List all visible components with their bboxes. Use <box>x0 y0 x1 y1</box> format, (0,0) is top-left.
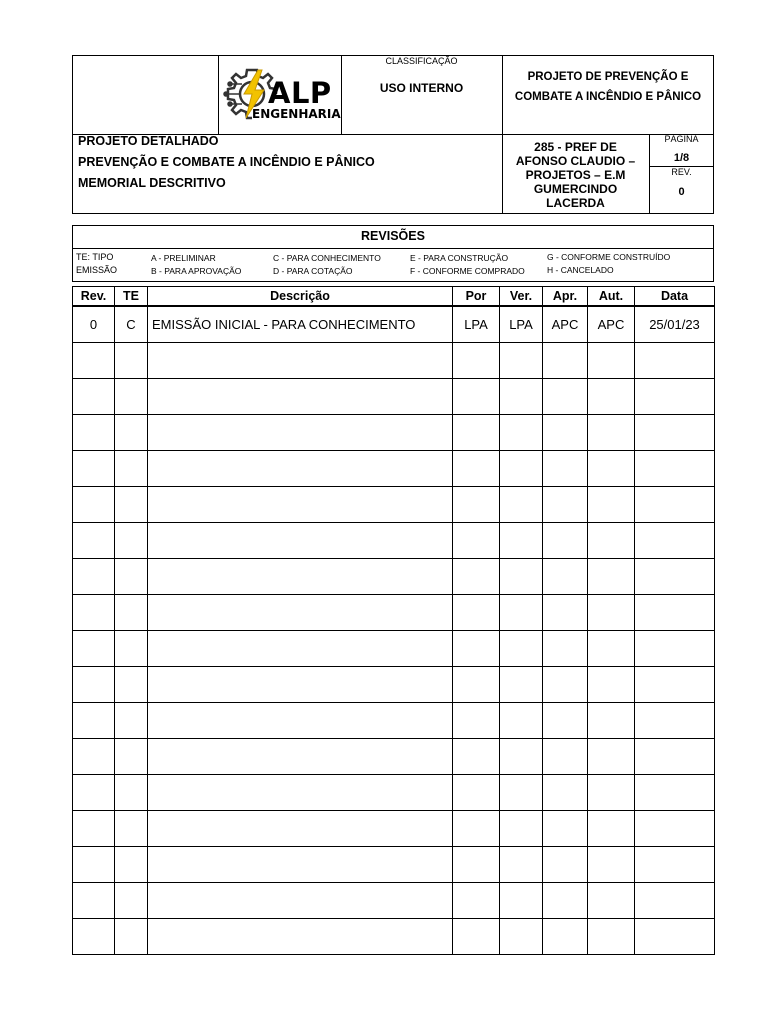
cell-te <box>115 883 148 919</box>
cell-rev <box>73 703 115 739</box>
cell-checked <box>500 559 543 595</box>
cell-checked <box>500 451 543 487</box>
table-row <box>73 667 715 703</box>
cell-checked <box>500 343 543 379</box>
client-line: 285 - PREF DE <box>534 140 617 154</box>
cell-approved <box>543 343 588 379</box>
client-line: AFONSO CLAUDIO – <box>515 154 636 168</box>
cell-te <box>115 487 148 523</box>
client-block <box>502 140 649 210</box>
cell-rev <box>73 919 115 955</box>
table-row <box>73 559 715 595</box>
cell-authorized <box>588 883 635 919</box>
cell-rev <box>73 811 115 847</box>
cell-date <box>635 415 715 451</box>
cell-rev <box>73 415 115 451</box>
logo-text-main: ALP <box>268 76 332 110</box>
legend-e: E - PARA CONSTRUÇÃO <box>410 253 509 263</box>
cell-approved <box>543 487 588 523</box>
table-header-row <box>73 287 715 307</box>
client-line: LACERDA <box>546 196 605 210</box>
cell-date <box>635 343 715 379</box>
client-line: PROJETOS – E.M <box>525 168 626 182</box>
cell-te <box>115 595 148 631</box>
table-row <box>73 487 715 523</box>
cell-by <box>453 343 500 379</box>
legend-g: G - CONFORME CONSTRUÍDO <box>547 252 671 262</box>
column-header-te: TE <box>115 287 148 307</box>
cell-authorized <box>588 487 635 523</box>
cell-te <box>115 811 148 847</box>
cell-checked <box>500 703 543 739</box>
logo-text-sub: ENGENHARIA <box>252 107 341 121</box>
cell-approved <box>543 919 588 955</box>
cell-approved <box>543 523 588 559</box>
client-line: GUMERCINDO <box>533 182 618 196</box>
cell-rev <box>73 631 115 667</box>
cell-authorized <box>588 343 635 379</box>
cell-authorized <box>588 523 635 559</box>
cell-te <box>115 919 148 955</box>
cell-checked <box>500 739 543 775</box>
table-row <box>73 343 715 379</box>
cell-rev <box>73 739 115 775</box>
table-row <box>73 415 715 451</box>
cell-rev <box>73 883 115 919</box>
cell-date <box>635 487 715 523</box>
cell-authorized <box>588 451 635 487</box>
legend-a: A - PRELIMINAR <box>151 253 216 263</box>
column-header-rev: Rev. <box>73 287 115 307</box>
cell-rev <box>73 847 115 883</box>
column-header-approved: Apr. <box>543 287 588 307</box>
revisions-table <box>72 286 715 955</box>
cell-by <box>453 811 500 847</box>
cell-date <box>635 847 715 883</box>
cell-date <box>635 883 715 919</box>
cell-by <box>453 523 500 559</box>
cell-authorized <box>588 667 635 703</box>
cell-description: EMISSÃO INICIAL - PARA CONHECIMENTO <box>148 306 453 343</box>
cell-te <box>115 847 148 883</box>
cell-description <box>148 775 453 811</box>
cell-approved <box>543 415 588 451</box>
cell-approved: APC <box>543 306 588 343</box>
page-value: 1/8 <box>673 152 690 164</box>
cell-description <box>148 523 453 559</box>
column-header-by: Por <box>453 287 500 307</box>
table-row <box>73 631 715 667</box>
cell-rev: 0 <box>73 306 115 343</box>
cell-by <box>453 487 500 523</box>
cell-te <box>115 415 148 451</box>
table-row <box>73 523 715 559</box>
cell-by <box>453 667 500 703</box>
cell-approved <box>543 775 588 811</box>
cell-rev <box>73 343 115 379</box>
legend-c: C - PARA CONHECIMENTO <box>273 253 381 263</box>
cell-description <box>148 451 453 487</box>
cell-rev <box>73 379 115 415</box>
cell-date <box>635 559 715 595</box>
cell-date <box>635 811 715 847</box>
cell-date <box>635 775 715 811</box>
cell-checked <box>500 667 543 703</box>
doc-type: PROJETO DETALHADO <box>78 134 219 148</box>
cell-description <box>148 631 453 667</box>
column-header-description: Descrição <box>148 287 453 307</box>
column-header-date: Data <box>635 287 715 307</box>
table-row <box>73 919 715 955</box>
cell-by <box>453 415 500 451</box>
cell-date <box>635 703 715 739</box>
cell-authorized <box>588 631 635 667</box>
doc-name: MEMORIAL DESCRITIVO <box>78 176 226 190</box>
cell-te <box>115 739 148 775</box>
cell-approved <box>543 667 588 703</box>
cell-by <box>453 739 500 775</box>
cell-rev <box>73 667 115 703</box>
cell-approved <box>543 595 588 631</box>
cell-authorized <box>588 739 635 775</box>
cell-te <box>115 667 148 703</box>
cell-checked <box>500 883 543 919</box>
cell-rev <box>73 559 115 595</box>
cell-checked <box>500 631 543 667</box>
table-row <box>73 775 715 811</box>
project-title-line-1: PROJETO DE PREVENÇÃO E <box>527 71 689 83</box>
cell-date <box>635 379 715 415</box>
cell-checked <box>500 523 543 559</box>
cell-te <box>115 451 148 487</box>
cell-description <box>148 595 453 631</box>
company-logo <box>222 64 341 124</box>
cell-description <box>148 919 453 955</box>
cell-checked <box>500 919 543 955</box>
table-row <box>73 703 715 739</box>
cell-checked <box>500 487 543 523</box>
cell-approved <box>543 847 588 883</box>
cell-by <box>453 559 500 595</box>
cell-description <box>148 703 453 739</box>
legend-b: B - PARA APROVAÇÃO <box>151 266 242 276</box>
doc-discipline: PREVENÇÃO E COMBATE A INCÊNDIO E PÂNICO <box>78 155 375 169</box>
legend-d: D - PARA COTAÇÃO <box>273 266 353 276</box>
rev-label: REV. <box>671 167 692 177</box>
cell-checked <box>500 811 543 847</box>
cell-rev <box>73 775 115 811</box>
cell-checked <box>500 379 543 415</box>
cell-checked <box>500 847 543 883</box>
cell-approved <box>543 739 588 775</box>
legend-h: H - CANCELADO <box>547 265 614 275</box>
cell-checked <box>500 595 543 631</box>
cell-te <box>115 775 148 811</box>
column-header-authorized: Aut. <box>588 287 635 307</box>
table-row <box>73 306 715 343</box>
cell-authorized <box>588 847 635 883</box>
cell-description <box>148 343 453 379</box>
cell-by <box>453 703 500 739</box>
cell-description <box>148 883 453 919</box>
cell-approved <box>543 379 588 415</box>
cell-by <box>453 883 500 919</box>
te-label-1: TE: TIPO <box>76 252 114 262</box>
cell-authorized <box>588 919 635 955</box>
cell-te <box>115 379 148 415</box>
cell-rev <box>73 523 115 559</box>
cell-authorized <box>588 559 635 595</box>
cell-description <box>148 811 453 847</box>
table-row <box>73 883 715 919</box>
cell-date <box>635 919 715 955</box>
cell-checked: LPA <box>500 306 543 343</box>
cell-approved <box>543 451 588 487</box>
te-label-2: EMISSÃO <box>76 265 118 275</box>
cell-by <box>453 631 500 667</box>
logo-left-divider <box>218 55 219 134</box>
cell-description <box>148 379 453 415</box>
cell-date <box>635 523 715 559</box>
cell-te <box>115 559 148 595</box>
page-label: PÁGINA <box>664 134 699 144</box>
cell-authorized <box>588 703 635 739</box>
cell-description <box>148 667 453 703</box>
cell-approved <box>543 883 588 919</box>
cell-te: C <box>115 306 148 343</box>
cell-rev <box>73 451 115 487</box>
cell-authorized <box>588 595 635 631</box>
cell-date <box>635 739 715 775</box>
cell-authorized <box>588 379 635 415</box>
cell-date: 25/01/23 <box>635 306 715 343</box>
table-row <box>73 379 715 415</box>
cell-authorized <box>588 415 635 451</box>
cell-checked <box>500 775 543 811</box>
cell-description <box>148 415 453 451</box>
cell-authorized: APC <box>588 306 635 343</box>
cell-date <box>635 631 715 667</box>
revisions-title: REVISÕES <box>361 229 425 243</box>
cell-description <box>148 487 453 523</box>
cell-by <box>453 451 500 487</box>
table-row <box>73 595 715 631</box>
cell-rev <box>73 595 115 631</box>
cell-rev <box>73 487 115 523</box>
cell-checked <box>500 415 543 451</box>
cell-te <box>115 631 148 667</box>
cell-te <box>115 343 148 379</box>
cell-by <box>453 775 500 811</box>
table-row <box>73 451 715 487</box>
cell-te <box>115 523 148 559</box>
cell-approved <box>543 631 588 667</box>
cell-description <box>148 847 453 883</box>
column-header-checked: Ver. <box>500 287 543 307</box>
cell-by <box>453 595 500 631</box>
cell-date <box>635 667 715 703</box>
table-row <box>73 739 715 775</box>
cell-approved <box>543 703 588 739</box>
classification-value: USO INTERNO <box>379 81 464 95</box>
cell-authorized <box>588 811 635 847</box>
cell-by <box>453 379 500 415</box>
cell-by <box>453 919 500 955</box>
cell-approved <box>543 559 588 595</box>
cell-authorized <box>588 775 635 811</box>
revisions-table-body <box>73 306 715 955</box>
cell-te <box>115 703 148 739</box>
table-row <box>73 847 715 883</box>
cell-date <box>635 451 715 487</box>
rev-value: 0 <box>678 186 685 198</box>
cell-by <box>453 847 500 883</box>
cell-by: LPA <box>453 306 500 343</box>
table-row <box>73 811 715 847</box>
project-title-line-2: COMBATE A INCÊNDIO E PÂNICO <box>514 91 702 103</box>
cell-description <box>148 739 453 775</box>
cell-description <box>148 559 453 595</box>
cell-approved <box>543 811 588 847</box>
cell-date <box>635 595 715 631</box>
legend-f: F - CONFORME COMPRADO <box>410 266 525 276</box>
classification-label: CLASSIFICAÇÃO <box>385 56 458 66</box>
